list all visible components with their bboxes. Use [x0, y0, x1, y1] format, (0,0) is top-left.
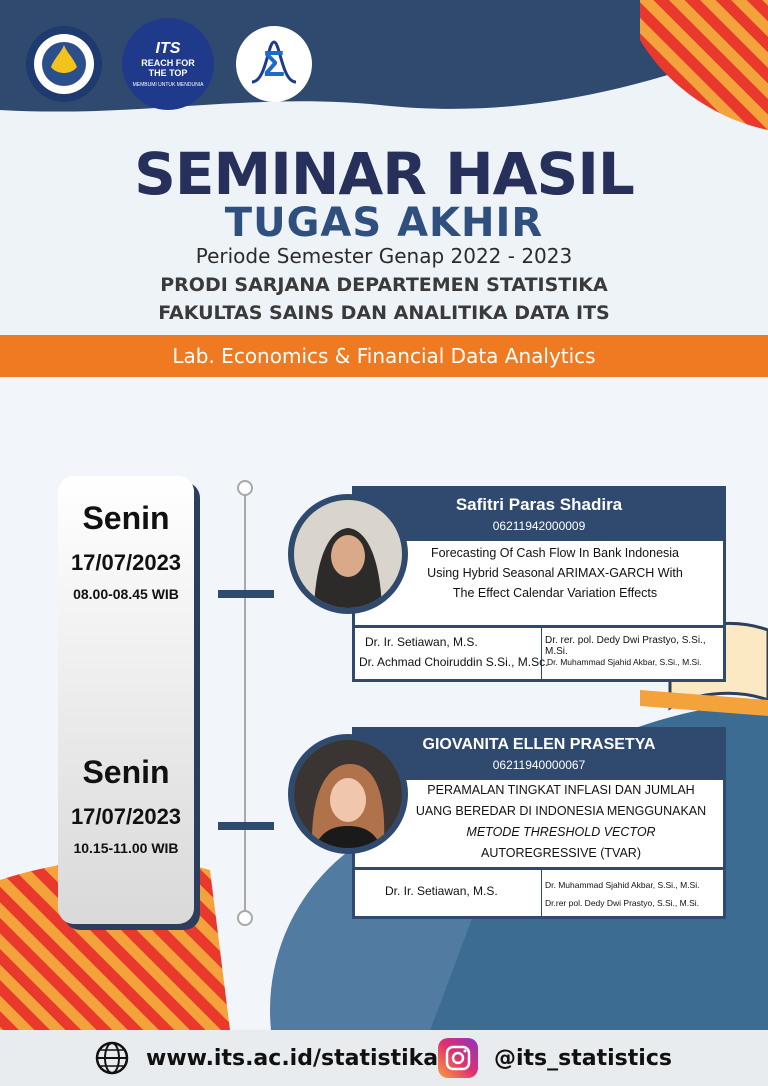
lab-banner: Lab. Economics & Financial Data Analytics	[0, 335, 768, 377]
session-2-student-name: GIOVANITA ELLEN PRASETYA	[422, 736, 656, 753]
instagram-handle[interactable]: @its_statistics	[494, 1046, 672, 1071]
session-1-examiner-2: Dr. Muhammad Sjahid Akbar, S.Si., M.Si.	[547, 657, 702, 667]
session-1-supervisor-1: Dr. Ir. Setiawan, M.S.	[365, 635, 478, 649]
instagram-icon	[438, 1038, 478, 1078]
prodi-line-2: FAKULTAS SAINS DAN ANALITIKA DATA ITS	[158, 302, 610, 324]
prodi-line-1: PRODI SARJANA DEPARTEMEN STATISTIKA	[160, 274, 608, 296]
session-1-header	[355, 489, 723, 541]
session-1-supervisor-2: Dr. Achmad Choiruddin S.Si., M.Sc.	[359, 655, 549, 669]
session-2-supervisor-1: Dr. Ir. Setiawan, M.S.	[385, 884, 498, 898]
session-1-day: Senin	[82, 500, 170, 536]
logo-text-mid: REACH FOR THE TOP	[141, 58, 195, 78]
period-text: Periode Semester Genap 2022 - 2023	[195, 244, 573, 268]
its-emblem-logo	[26, 26, 102, 102]
session-2-card	[352, 727, 726, 919]
schedule-date-box	[58, 476, 194, 924]
session-1-card	[352, 486, 726, 682]
session-2-day: Senin	[82, 754, 170, 790]
session-1-student-id: 06211942000009	[492, 519, 586, 533]
session-1-title-line: The Effect Calendar Variation Effects	[452, 586, 658, 600]
session-1-time: 08.00-08.45 WIB	[73, 586, 179, 602]
its-reach-for-the-top-logo	[122, 18, 214, 110]
session-1-thesis-title	[395, 543, 715, 603]
session-1-examiner-1: Dr. rer. pol. Dedy Dwi Prastyo, S.Si., M.Si.	[545, 635, 706, 657]
session-2-header	[355, 730, 723, 780]
globe-icon	[94, 1040, 130, 1076]
logo-text-bottom: MEMBUMI UNTUK MENDUNIA	[132, 82, 204, 88]
session-2-title-line: UANG BEREDAR DI INDONESIA MENGGUNAKAN	[415, 804, 707, 818]
session-2-title-line: PERAMALAN TINGKAT INFLASI DAN JUMLAH	[427, 783, 695, 797]
session-2-examiner-2: Dr.rer pol. Dedy Dwi Prastyo, S.Si., M.Si.	[545, 898, 699, 908]
statistika-sigma-logo	[236, 26, 312, 102]
page-subtitle: TUGAS AKHIR	[224, 200, 544, 246]
session-2-thesis-title	[405, 780, 717, 864]
session-2-title-line: METODE THRESHOLD VECTOR	[466, 825, 656, 839]
session-2-student-id: 06211940000067	[492, 758, 586, 772]
session-2-examiner-1: Dr. Muhammad Sjahid Akbar, S.Si., M.Si.	[545, 880, 700, 890]
website-link[interactable]: www.its.ac.id/statistika	[146, 1046, 439, 1071]
session-1-student-photo	[288, 494, 408, 614]
logo-text-top: ITS	[155, 40, 181, 57]
session-2-date: 17/07/2023	[70, 804, 182, 829]
page-title: SEMINAR HASIL	[134, 140, 634, 208]
sigma-glyph: Σ	[263, 43, 285, 84]
session-1-title-line: Forecasting Of Cash Flow In Bank Indonesia	[430, 546, 680, 560]
session-2-title-line: AUTOREGRESSIVE (TVAR)	[481, 846, 641, 860]
session-1-student-name: Safitri Paras Shadira	[455, 495, 623, 514]
session-1-title-line: Using Hybrid Seasonal ARIMAX-GARCH With	[427, 566, 683, 580]
session-2-student-photo	[288, 734, 408, 854]
session-2-time: 10.15-11.00 WIB	[73, 840, 179, 856]
footer	[0, 1030, 768, 1086]
session-1-date: 17/07/2023	[70, 550, 182, 575]
